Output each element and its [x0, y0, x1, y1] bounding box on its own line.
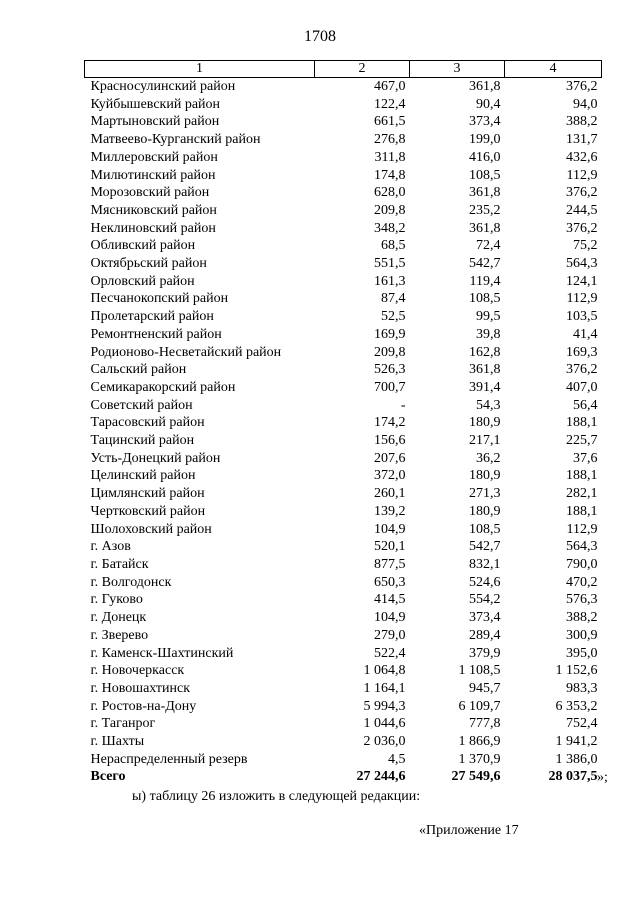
row-value-col4: 1 386,0 — [555, 751, 598, 767]
row-value-col3: 271,3 — [469, 486, 501, 502]
row-name-cell: Нераспределенный резерв — [90, 751, 248, 767]
row-value-col2: 2 036,0 — [363, 734, 406, 750]
table-row — [85, 733, 602, 751]
row-value-col3: 832,1 — [469, 556, 501, 572]
row-value-col4: 1 941,2 — [555, 734, 598, 750]
table-row — [85, 273, 602, 291]
row-value-col4: 103,5 — [566, 309, 598, 325]
row-value-col2: 279,0 — [374, 627, 406, 643]
row-value-col2: 209,8 — [374, 344, 406, 360]
row-name-cell: Пролетарский район — [90, 309, 214, 325]
row-value-col2: 209,8 — [374, 202, 406, 218]
row-name-cell: Орловский район — [90, 273, 195, 289]
row-value-col4: 432,6 — [566, 149, 598, 165]
row-name-cell: Семикаракорский район — [90, 379, 236, 395]
row-name-cell: г. Гуково — [90, 592, 143, 608]
row-name-cell: г. Каменск-Шахтинский — [90, 645, 234, 661]
table-row — [85, 521, 602, 539]
row-value-col4: 94,0 — [573, 96, 598, 112]
appendix-heading: «Приложение 17 — [419, 823, 519, 838]
row-value-col2: 700,7 — [374, 379, 406, 395]
row-value-col4: 376,2 — [566, 79, 598, 94]
row-value-col2: 1 064,8 — [363, 663, 406, 679]
row-value-col4: 188,1 — [566, 503, 598, 519]
row-value-col2: 68,5 — [381, 238, 406, 254]
row-value-col4: 407,0 — [566, 379, 598, 395]
row-name-cell: Миллеровский район — [90, 149, 218, 165]
row-value-col2: 174,2 — [374, 415, 406, 431]
row-value-col2: 414,5 — [374, 592, 406, 608]
row-value-col3: 945,7 — [469, 680, 501, 696]
table-body — [85, 78, 602, 787]
column-header-1: 1 — [85, 61, 315, 78]
row-value-col3: 119,4 — [469, 273, 501, 289]
row-name-cell: Песчанокопский район — [90, 291, 229, 307]
row-value-col2: 1 164,1 — [363, 680, 406, 696]
row-name-cell: Матвеево-Курганский район — [90, 132, 261, 148]
table-row — [85, 538, 602, 556]
row-value-col4: 300,9 — [566, 627, 598, 643]
table-row — [85, 609, 602, 627]
row-value-col2: 526,3 — [374, 362, 406, 378]
row-value-col2: 260,1 — [374, 486, 406, 502]
row-value-col2: 628,0 — [374, 185, 406, 201]
row-name-cell: Целинский район — [90, 468, 196, 484]
row-name-cell: Мартыновский район — [90, 114, 220, 130]
row-name-cell: Шолоховский район — [90, 521, 212, 537]
row-value-col4: 790,0 — [566, 556, 598, 572]
column-header-4: 4 — [505, 61, 602, 78]
row-value-col4: 983,3 — [566, 680, 598, 696]
row-value-col3: 108,5 — [469, 167, 501, 183]
row-value-col3: 180,9 — [469, 468, 501, 484]
row-value-col4: 1 152,6 — [555, 663, 598, 679]
row-name-cell: Усть-Донецкий район — [90, 450, 221, 466]
table-row — [85, 397, 602, 415]
row-value-col3: 99,5 — [476, 309, 501, 325]
row-value-col2: 311,8 — [374, 149, 406, 165]
row-value-col3: 108,5 — [469, 291, 501, 307]
row-value-col4: 576,3 — [566, 592, 598, 608]
row-value-col4: 564,3 — [566, 539, 598, 555]
row-value-col2: 276,8 — [374, 132, 406, 148]
row-value-col2: 551,5 — [374, 256, 406, 272]
budget-table — [84, 60, 602, 786]
row-value-col3: 1 108,5 — [458, 663, 501, 679]
table-row — [85, 167, 602, 185]
row-name-cell: Октябрьский район — [90, 256, 207, 272]
row-value-col2: 1 044,6 — [363, 716, 406, 732]
row-value-col4: 188,1 — [566, 415, 598, 431]
table-row — [85, 627, 602, 645]
row-value-col3: 39,8 — [476, 326, 501, 342]
row-value-col4: 470,2 — [566, 574, 598, 590]
row-name-cell: Красносулинский район — [90, 79, 236, 94]
row-value-col4: 75,2 — [573, 238, 598, 254]
row-value-col3: 361,8 — [469, 79, 501, 94]
row-value-col2: 139,2 — [374, 503, 406, 519]
table-row — [85, 78, 602, 96]
table-row — [85, 237, 602, 255]
row-name-cell: Ремонтненский район — [90, 326, 222, 342]
table-header-row — [85, 61, 602, 78]
row-value-col2: 5 994,3 — [363, 698, 406, 714]
row-value-col3: 289,4 — [469, 627, 501, 643]
row-value-col4: 388,2 — [566, 114, 598, 130]
row-value-col3: 36,2 — [476, 450, 501, 466]
row-value-col4: 131,7 — [566, 132, 598, 148]
row-value-col2: 348,2 — [374, 220, 406, 236]
row-value-col4: 388,2 — [566, 610, 598, 626]
row-value-col3: 108,5 — [469, 521, 501, 537]
row-value-col3: 379,9 — [469, 645, 501, 661]
row-value-col2: - — [400, 397, 406, 413]
table-row — [85, 255, 602, 273]
row-name-cell: Чертковский район — [90, 503, 206, 519]
table-row — [85, 344, 602, 362]
row-value-col4: 41,4 — [573, 326, 598, 342]
row-name-cell: Неклиновский район — [90, 220, 216, 236]
table-row — [85, 414, 602, 432]
row-value-col3: 1 866,9 — [458, 734, 501, 750]
row-value-col3: 373,4 — [469, 610, 501, 626]
row-value-col3: 54,3 — [476, 397, 501, 413]
row-name-cell: Цимлянский район — [90, 486, 205, 502]
row-name-cell: г. Новочеркасск — [90, 663, 185, 679]
row-value-col3: 27 549,6 — [451, 769, 501, 785]
table-row — [85, 290, 602, 308]
row-value-col4: 169,3 — [566, 344, 598, 360]
table-row — [85, 698, 602, 716]
row-value-col2: 122,4 — [374, 96, 406, 112]
row-name-cell: Родионово-Несветайский район — [90, 344, 282, 360]
row-value-col4: 395,0 — [566, 645, 598, 661]
row-value-col2: 169,9 — [374, 326, 406, 342]
row-value-col2: 52,5 — [381, 309, 406, 325]
row-name-cell: Советский район — [90, 397, 193, 413]
row-value-col4: 376,2 — [566, 362, 598, 378]
row-value-col2: 207,6 — [374, 450, 406, 466]
row-value-col2: 87,4 — [381, 291, 406, 307]
table-total-row — [85, 768, 602, 786]
table-row — [85, 184, 602, 202]
row-value-col4: 28 037,5 — [548, 769, 598, 785]
table-row — [85, 751, 602, 769]
row-value-col3: 6 109,7 — [458, 698, 501, 714]
row-value-col3: 180,9 — [469, 415, 501, 431]
row-name-cell: Мясниковский район — [90, 202, 217, 218]
row-value-col3: 217,1 — [469, 433, 501, 449]
row-value-col2: 661,5 — [374, 114, 406, 130]
row-value-col4: 188,1 — [566, 468, 598, 484]
table-row — [85, 131, 602, 149]
row-value-col4: 376,2 — [566, 220, 598, 236]
row-name-cell: г. Новошахтинск — [90, 680, 191, 696]
table-row — [85, 379, 602, 397]
row-value-col3: 180,9 — [469, 503, 501, 519]
page-number: 1708 — [304, 28, 336, 45]
row-value-col4: 564,3 — [566, 256, 598, 272]
row-value-col4: 6 353,2 — [555, 698, 598, 714]
row-value-col4: 112,9 — [566, 167, 598, 183]
row-name-cell: г. Ростов-на-Дону — [90, 698, 197, 714]
row-value-col2: 27 244,6 — [356, 769, 406, 785]
row-value-col2: 156,6 — [374, 433, 406, 449]
row-value-col3: 391,4 — [469, 379, 501, 395]
row-value-col3: 542,7 — [469, 256, 501, 272]
row-value-col4: 124,1 — [566, 273, 598, 289]
column-header-2: 2 — [315, 61, 410, 78]
row-value-col3: 777,8 — [469, 716, 501, 732]
row-value-col2: 4,5 — [388, 751, 406, 767]
table-row — [85, 662, 602, 680]
row-value-col3: 90,4 — [476, 96, 501, 112]
row-value-col3: 554,2 — [469, 592, 501, 608]
row-name-cell: г. Шахты — [90, 734, 145, 750]
row-value-col3: 542,7 — [469, 539, 501, 555]
row-value-col4: 112,9 — [566, 521, 598, 537]
row-name-cell: г. Таганрог — [90, 716, 156, 732]
row-value-col2: 522,4 — [374, 645, 406, 661]
table-row — [85, 202, 602, 220]
table-row — [85, 113, 602, 131]
row-name-cell: г. Волгодонск — [90, 574, 172, 590]
row-name-cell: г. Зверево — [90, 627, 149, 643]
row-value-col2: 877,5 — [374, 556, 406, 572]
row-value-col3: 373,4 — [469, 114, 501, 130]
row-value-col4: 37,6 — [573, 450, 598, 466]
table-row — [85, 450, 602, 468]
instruction-text: ы) таблицу 26 изложить в следующей редакции: — [132, 789, 421, 804]
table-row — [85, 326, 602, 344]
row-value-col2: 467,0 — [374, 79, 406, 94]
table-row — [85, 574, 602, 592]
row-value-col3: 361,8 — [469, 185, 501, 201]
table-row — [85, 503, 602, 521]
table-row — [85, 220, 602, 238]
row-name-cell: Обливский район — [90, 238, 196, 254]
row-value-col3: 162,8 — [469, 344, 501, 360]
row-name-cell: г. Батайск — [90, 556, 149, 572]
table-row — [85, 149, 602, 167]
row-value-col2: 174,8 — [374, 167, 406, 183]
table-row — [85, 96, 602, 114]
row-value-col4: 244,5 — [566, 202, 598, 218]
table-row — [85, 645, 602, 663]
table-row — [85, 680, 602, 698]
row-value-col3: 524,6 — [469, 574, 501, 590]
row-name-cell: Морозовский район — [90, 185, 210, 201]
row-value-col3: 235,2 — [469, 202, 501, 218]
table-row — [85, 591, 602, 609]
row-value-col3: 1 370,9 — [458, 751, 501, 767]
row-name-cell: Милютинский район — [90, 167, 216, 183]
column-header-3: 3 — [410, 61, 505, 78]
row-value-col4: 112,9 — [566, 291, 598, 307]
row-value-col2: 104,9 — [374, 610, 406, 626]
row-value-col3: 361,8 — [469, 362, 501, 378]
row-value-col2: 104,9 — [374, 521, 406, 537]
row-name-cell: Сальский район — [90, 362, 187, 378]
table-row — [85, 467, 602, 485]
row-value-col3: 72,4 — [476, 238, 501, 254]
table-row — [85, 308, 602, 326]
budget-table-container — [84, 60, 602, 786]
row-value-col2: 372,0 — [374, 468, 406, 484]
table-row — [85, 715, 602, 733]
row-value-col4: 752,4 — [566, 716, 598, 732]
table-row — [85, 556, 602, 574]
row-value-col3: 199,0 — [469, 132, 501, 148]
row-value-col3: 361,8 — [469, 220, 501, 236]
row-value-col2: 650,3 — [374, 574, 406, 590]
row-name-cell: г. Азов — [90, 539, 131, 555]
table-row — [85, 432, 602, 450]
row-name-cell: Куйбышевский район — [90, 96, 221, 112]
row-value-col3: 416,0 — [469, 149, 501, 165]
row-value-col2: 520,1 — [374, 539, 406, 555]
row-name-cell: Всего — [90, 769, 126, 785]
row-name-cell: Тарасовский район — [90, 415, 205, 431]
row-name-cell: Тацинский район — [90, 433, 195, 449]
row-name-cell: г. Донецк — [90, 610, 147, 626]
row-value-col4: 376,2 — [566, 185, 598, 201]
table-row — [85, 485, 602, 503]
table-row — [85, 361, 602, 379]
row-value-col4: 282,1 — [566, 486, 598, 502]
closing-quote-mark: »; — [597, 770, 608, 785]
row-value-col4: 225,7 — [566, 433, 598, 449]
row-value-col4: 56,4 — [573, 397, 598, 413]
row-value-col2: 161,3 — [374, 273, 406, 289]
